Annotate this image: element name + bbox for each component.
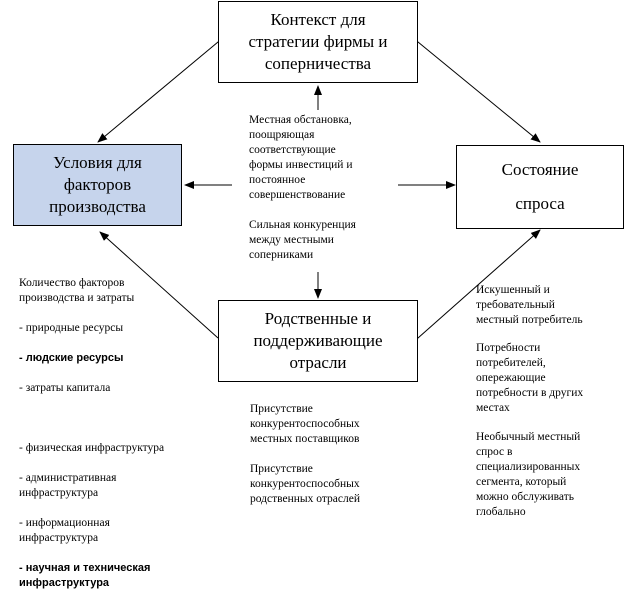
right-text-2: Потребности потребителей, опережающие потребности в других местах bbox=[476, 342, 584, 414]
left-item: - физическая инфраструктура bbox=[19, 442, 165, 454]
box-related-industries-label: Родственные и поддерживающие отрасли bbox=[253, 309, 383, 372]
box-strategy-context bbox=[218, 1, 418, 83]
bottom-text-2: Присутствие конкурентоспособных родственных отраслей bbox=[250, 463, 360, 505]
left-item: - информационная инфраструктура bbox=[19, 517, 110, 544]
left-item: - научная и техническая инфраструктура bbox=[19, 562, 151, 589]
right-text-1: Искушенный и требовательный местный потребитель bbox=[476, 284, 583, 326]
arrow-top-left bbox=[98, 42, 218, 142]
box-strategy-context-label: Контекст для стратегии фирмы и соперничества bbox=[248, 10, 388, 73]
right-text-3: Необычный местный спрос в специализированных сегмента, который можно обслуживать глобально bbox=[476, 431, 581, 518]
center-lower-text: Сильная конкуренция между местными соперниками bbox=[249, 219, 356, 261]
box-demand-label-1: Состояние bbox=[501, 160, 579, 179]
box-factor-conditions-label: Условия для факторов производства bbox=[49, 153, 146, 216]
box-demand-label-2: спроса bbox=[515, 194, 565, 213]
box-demand-conditions bbox=[456, 145, 624, 229]
left-item: - затраты капитала bbox=[19, 382, 111, 394]
center-upper-text: Местная обстановка, поощряющая соответствующие формы инвестиций и постоянное совершенствование bbox=[249, 114, 353, 201]
left-item-spacer bbox=[19, 411, 164, 426]
left-factors-list bbox=[19, 261, 164, 606]
bottom-text-1: Присутствие конкурентоспособных местных поставщиков bbox=[250, 403, 360, 445]
left-intro: Количество факторов производства и затраты bbox=[19, 277, 135, 304]
left-item: - людские ресурсы bbox=[19, 352, 124, 364]
left-item: - административная инфраструктура bbox=[19, 472, 117, 499]
arrow-top-right bbox=[418, 42, 540, 142]
box-related-industries bbox=[218, 300, 418, 382]
left-item: - природные ресурсы bbox=[19, 322, 124, 334]
box-factor-conditions bbox=[13, 144, 182, 226]
